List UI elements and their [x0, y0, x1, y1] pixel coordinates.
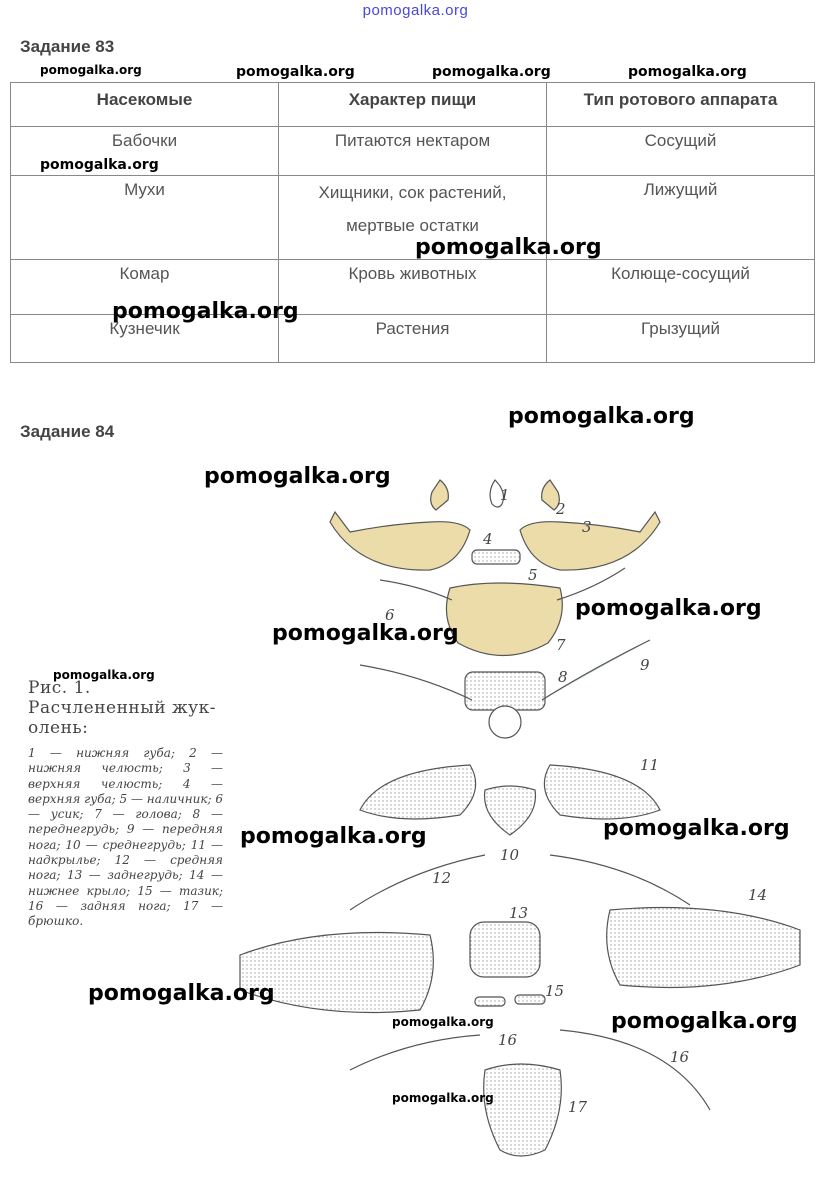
figure-label: 3	[582, 518, 592, 536]
figure-label: 16	[670, 1048, 690, 1066]
maxilla-left-shape	[431, 480, 449, 510]
watermark: pomogalka.org	[272, 621, 459, 646]
task-83-title: Задание 83	[20, 37, 115, 56]
column-header-insects: Насекомые	[11, 83, 279, 127]
figure-label: 1	[500, 486, 510, 504]
cell-mouthparts: Грызущий	[547, 315, 815, 363]
hind-wing-right-shape	[607, 908, 800, 988]
figure-label: 13	[509, 904, 529, 922]
cell-mouthparts: Лижущий	[547, 176, 815, 260]
cell-mouthparts: Сосущий	[547, 127, 815, 176]
cell-food: Кровь животных	[279, 260, 547, 315]
prothorax-shape	[465, 672, 545, 710]
column-header-food: Характер пищи	[279, 83, 547, 127]
middle-leg-right-shape	[550, 855, 690, 905]
figure-label: 7	[556, 636, 566, 654]
head-shape	[446, 583, 562, 656]
figure-caption	[28, 678, 223, 930]
figure-label: 4	[483, 530, 493, 548]
watermark: pomogalka.org	[575, 596, 762, 621]
watermark: pomogalka.org	[392, 1015, 494, 1029]
cell-insect: Бабочки	[11, 127, 279, 176]
cell-mouthparts: Колюще-сосущий	[547, 260, 815, 315]
task-84-title: Задание 84	[20, 422, 115, 441]
cell-insect: Кузнечик	[11, 315, 279, 363]
figure-label: 5	[528, 566, 538, 584]
watermark: pomogalka.org	[53, 668, 155, 682]
column-header-mouthparts: Тип ротового аппарата	[547, 83, 815, 127]
figure-label: 2	[556, 500, 566, 518]
figure-label: 10	[500, 846, 520, 864]
watermark: pomogalka.org	[392, 1091, 494, 1105]
figure-label: 15	[545, 982, 565, 1000]
cell-insect: Комар	[11, 260, 279, 315]
stag-beetle-diagram	[230, 460, 810, 1170]
mandible-left-shape	[330, 512, 470, 570]
cell-food: Растения	[279, 315, 547, 363]
elytron-left-shape	[360, 765, 476, 819]
figure-label: 11	[640, 756, 660, 774]
watermark: pomogalka.org	[240, 824, 427, 849]
site-header-link[interactable]: pomogalka.org	[362, 2, 469, 19]
watermark: pomogalka.org	[40, 157, 159, 173]
figure-label: 8	[558, 668, 568, 686]
metathorax-shape	[470, 922, 540, 977]
figure-label: 16	[498, 1031, 518, 1049]
figure-label: 9	[640, 656, 650, 674]
watermark: pomogalka.org	[415, 235, 602, 260]
caption-heading: Рис. 1. Расчлененный жук-олень:	[28, 678, 217, 738]
figure-label: 17	[568, 1098, 588, 1116]
watermark: pomogalka.org	[628, 64, 747, 80]
hind-leg-left-shape	[350, 1035, 480, 1070]
abdomen-shape	[484, 1064, 562, 1156]
antenna-left-shape	[380, 580, 452, 600]
watermark: pomogalka.org	[603, 816, 790, 841]
figure-label: 14	[748, 886, 768, 904]
labrum-shape	[472, 550, 520, 564]
watermark: pomogalka.org	[432, 64, 551, 80]
coxa-left-shape	[475, 997, 505, 1006]
watermark: pomogalka.org	[611, 1009, 798, 1034]
coxa-front-shape	[489, 706, 521, 738]
watermark: pomogalka.org	[204, 464, 391, 489]
figure-label: 6	[385, 606, 395, 624]
table-row	[11, 176, 815, 260]
watermark: pomogalka.org	[236, 64, 355, 80]
coxa-right-shape	[515, 995, 545, 1004]
middle-leg-left-shape	[350, 855, 485, 910]
mesothorax-shape	[485, 786, 536, 835]
cell-food: Питаются нектаром	[279, 127, 547, 176]
cell-insect: Мухи	[11, 176, 279, 260]
cell-food: Хищники, сок растений, мертвые остатки	[279, 176, 547, 260]
figure-label: 12	[432, 869, 452, 887]
watermark: pomogalka.org	[508, 404, 695, 429]
caption-legend: 1 — нижняя губа; 2 — нижняя челюсть; 3 — верхняя челюсть; 4 — верхняя губа; 5 — наличник; 6 — усик; 7 — голова; 8 — переднегрудь; 9 — передняя нога; 10 — среднегрудь; 11 — надкрылье; 12 — средняя нога; 13 — заднегрудь; 14 — нижнее крыло; 15 — тазик; 16 — задняя нога; 17 — брюшко.	[28, 746, 223, 929]
front-leg-left-shape	[360, 665, 472, 700]
watermark: pomogalka.org	[40, 63, 142, 77]
watermark: pomogalka.org	[88, 981, 275, 1006]
table-header-row	[11, 83, 815, 127]
watermark: pomogalka.org	[112, 299, 299, 324]
